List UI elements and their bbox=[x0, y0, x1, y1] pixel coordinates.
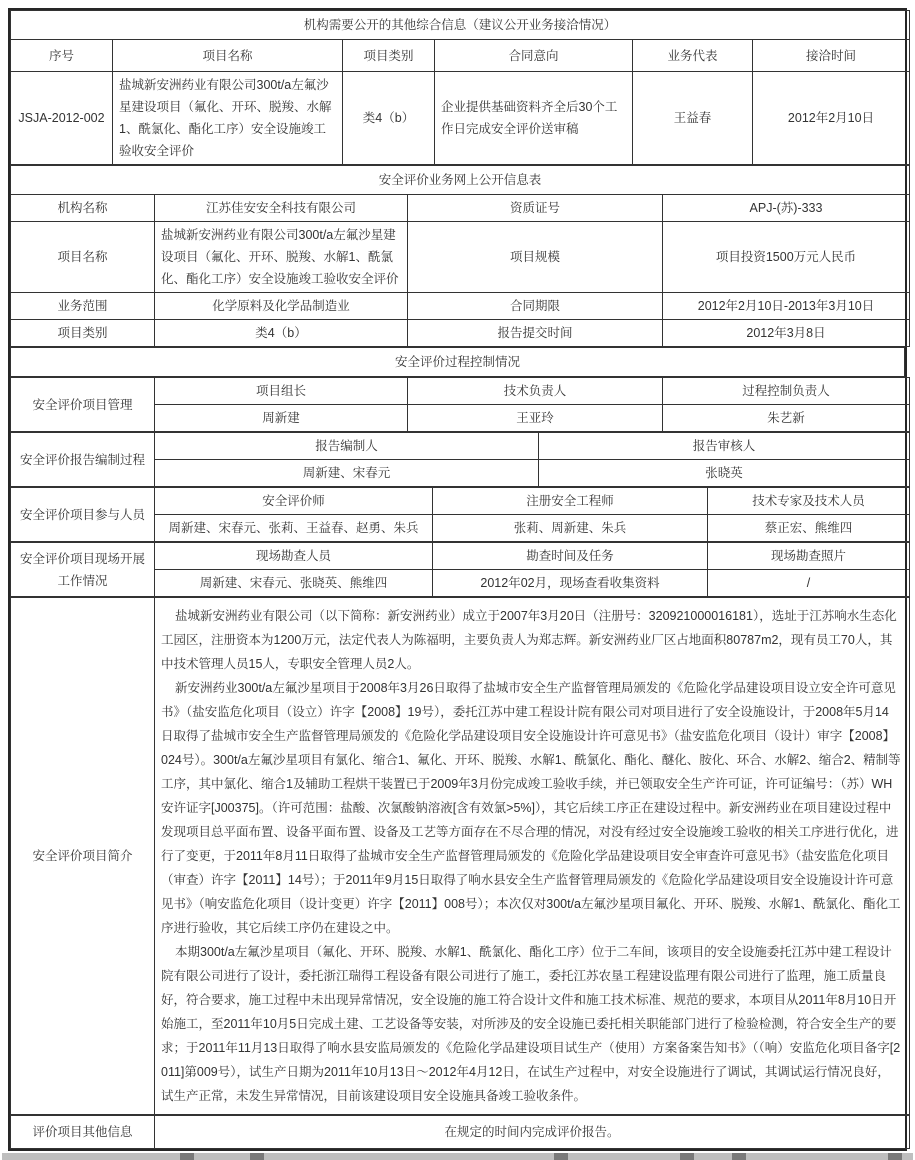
value-report-submit-time: 2012年3月8日 bbox=[663, 320, 910, 347]
table-row bbox=[11, 378, 910, 405]
value-report-reviewer: 张晓英 bbox=[539, 460, 910, 487]
table-row bbox=[11, 488, 910, 515]
cell-serial: JSJA-2012-002 bbox=[11, 72, 113, 165]
label-project-scale: 项目规模 bbox=[408, 222, 663, 293]
strip-tick bbox=[554, 1153, 568, 1160]
table-row bbox=[11, 293, 910, 320]
cell-contact-date: 2012年2月10日 bbox=[753, 72, 910, 165]
col-header-contact-date: 接洽时间 bbox=[753, 40, 910, 72]
value-safety-assessors: 周新建、宋春元、张莉、王益春、赵勇、朱兵 bbox=[155, 515, 433, 542]
table-row bbox=[11, 72, 910, 165]
value-report-writer: 周新建、宋春元 bbox=[155, 460, 539, 487]
label-project-management: 安全评价项目管理 bbox=[11, 378, 155, 432]
intro-paragraph-company: 盐城新安洲药业有限公司（以下简称：新安洲药业）成立于2007年3月20日（注册号：320921000016181），选址于江苏响水生态化工园区，注册资本为1200万元，法定代表人为陈福明，主要负责人为郑志辉。新安洲药业厂区占地面积80787m2，现有员工70人，其中技术管理人员15人，专职安全管理人员2人。 bbox=[161, 609, 897, 671]
col-header-project-name: 项目名称 bbox=[113, 40, 343, 72]
strip-tick bbox=[180, 1153, 194, 1160]
other-info-table bbox=[10, 1115, 910, 1149]
header-report-reviewer: 报告审核人 bbox=[539, 433, 910, 460]
value-site-survey-staff: 周新建、宋春元、张晓英、熊维四 bbox=[155, 570, 433, 597]
public-info-table bbox=[10, 165, 910, 347]
intro-paragraph-permits: 新安洲药业300t/a左氟沙星项目于2008年3月26日取得了盐城市安全生产监督管理局颁发的《危险化学品建设项目设立安全许可意见书》（盐安监危化项目（设立）许字【2008】19号），委托江苏中建工程设计院有限公司对项目进行了安全设施设计，于2008年5月14日取得了盐城市安全生产监督管理局颁发的《危险化学品建设项目安全设施设计许可意见书》（盐安监危化项目（设计）审字【2008】024号）。300t/a左氟沙星项目有氯化、缩合1、氟化、开环、脱羧、水解1、酰氯化、酯化、醚化、胺化、环合、水解2、缩合2、精制等工序，其中氯化、缩合1及辅助工程烘干装置已于2009年3月份完成竣工验收手续，并已领取安全生产许可证，许可证编号：（苏）WH安许证字[J00375]。（许可范围：盐酸、次氯酸钠溶液[含有效氯>5%]），其它后续工序正在建设过程中。新安洲药业在项目建设过程中发现项目总平面布置、设备平面布置、设备及工艺等方面存在不尽合理的情况，对没有经过安全设施竣工验收的相关工序进行优化，进行了变更，于2011年8月11日取得了盐城市安全生产监督管理局颁发的《危险化学品建设项目安全审查许可意见书》（盐安监危化项目（审查）许字【2011】14号）；于2011年9月15日取得了响水县安全生产监督管理局颁发的《危险化学品建设项目安全设施设计许可意见书》（响安监危化项目（设计变更）许字【2011】008号）；本次仅对300t/a左氟沙星项目氟化、开环、脱羧、水解1、酰氯化、酯化工序进行验收，其它后续工序仍在建设之中。 bbox=[161, 681, 901, 935]
project-intro-text bbox=[155, 598, 910, 1115]
table-row bbox=[11, 543, 910, 570]
project-management-table bbox=[10, 377, 910, 432]
value-project-leader: 周新建 bbox=[155, 405, 408, 432]
value-process-control-principal: 朱艺新 bbox=[663, 405, 910, 432]
intro-paragraph-construction: 本期300t/a左氟沙星项目（氟化、开环、脱羧、水解1、酰氯化、酯化工序）位于二车间，该项目的安全设施委托江苏中建工程设计院有限公司进行了设计，委托浙江瑞得工程设备有限公司进行了施工，委托江苏农垦工程建设监理有限公司进行了监理，施工质量良好，符合要求，施工过程中未出现异常情况，安全设施的施工符合设计文件和施工技术标准、规范的要求，本项目从2011年8月10日开始施工，至2011年10月5日完成土建、工艺设备等安装，对所涉及的安全设施已委托相关职能部门进行了检验检测，符合安全生产的要求；于2011年11月13日取得了响水县安监局颁发的《危险化学品建设项目试生产（使用）方案备案告知书》（（响）安监危化项目备字[2011]第009号），试生产日期为2011年10月13日～2012年4月12日，在试生产过程中，对安全设施进行了调试，其调试运行情况良好，试生产正常，未发生异常情况，目前该建设项目安全设施具备竣工验收条件。 bbox=[161, 945, 901, 1103]
report-compilation-table bbox=[10, 432, 910, 487]
table-row bbox=[11, 598, 910, 1115]
label-credential-no: 资质证号 bbox=[408, 195, 663, 222]
header-site-survey-staff: 现场勘查人员 bbox=[155, 543, 433, 570]
participants-table bbox=[10, 487, 910, 542]
table-row bbox=[11, 1116, 910, 1149]
strip-tick bbox=[250, 1153, 264, 1160]
table-row bbox=[11, 433, 910, 460]
process-section-title: 安全评价过程控制情况 bbox=[11, 348, 905, 377]
value-project-scale: 项目投资1500万元人民币 bbox=[663, 222, 910, 293]
value-other-info: 在规定的时间内完成评价报告。 bbox=[155, 1116, 910, 1149]
col-header-contract-intent: 合同意向 bbox=[435, 40, 633, 72]
bottom-edge-strip bbox=[2, 1153, 913, 1160]
label-project-intro: 安全评价项目简介 bbox=[11, 598, 155, 1115]
label-report-compilation: 安全评价报告编制过程 bbox=[11, 433, 155, 487]
col-header-business-rep: 业务代表 bbox=[633, 40, 753, 72]
cell-contract-intent: 企业提供基础资料齐全后30个工作日完成安全评价送审稿 bbox=[435, 72, 633, 165]
business-contact-table bbox=[10, 10, 910, 165]
header-process-control-principal: 过程控制负责人 bbox=[663, 378, 910, 405]
value-business-scope: 化学原料及化学品制造业 bbox=[155, 293, 408, 320]
label-business-scope: 业务范围 bbox=[11, 293, 155, 320]
value-contract-period: 2012年2月10日-2013年3月10日 bbox=[663, 293, 910, 320]
value-survey-time-task: 2012年02月，现场查看收集资料 bbox=[433, 570, 708, 597]
label-report-submit-time: 报告提交时间 bbox=[408, 320, 663, 347]
header-survey-time-task: 勘查时间及任务 bbox=[433, 543, 708, 570]
header-tech-principal: 技术负责人 bbox=[408, 378, 663, 405]
strip-tick bbox=[680, 1153, 694, 1160]
label-participants: 安全评价项目参与人员 bbox=[11, 488, 155, 542]
value-technical-experts: 蔡正宏、熊维四 bbox=[708, 515, 910, 542]
header-project-leader: 项目组长 bbox=[155, 378, 408, 405]
table-row bbox=[11, 320, 910, 347]
value-credential-no: APJ-(苏)-333 bbox=[663, 195, 910, 222]
value-registered-safety-engineers: 张莉、周新建、朱兵 bbox=[433, 515, 708, 542]
strip-tick bbox=[732, 1153, 746, 1160]
value-org-name: 江苏佳安安全科技有限公司 bbox=[155, 195, 408, 222]
value-tech-principal: 王亚玲 bbox=[408, 405, 663, 432]
site-work-table bbox=[10, 542, 910, 597]
value-project-type: 类4（b） bbox=[155, 320, 408, 347]
header-site-survey-photos: 现场勘查照片 bbox=[708, 543, 910, 570]
label-other-info: 评价项目其他信息 bbox=[11, 1116, 155, 1149]
value-project-name: 盐城新安洲药业有限公司300t/a左氟沙星建设项目（氟化、开环、脱羧、水解1、酰氯化、酯化工序）安全设施竣工验收安全评价 bbox=[155, 222, 408, 293]
public-info-table-title: 安全评价业务网上公开信息表 bbox=[11, 166, 910, 195]
header-registered-safety-engineers: 注册安全工程师 bbox=[433, 488, 708, 515]
cell-business-rep: 王益春 bbox=[633, 72, 753, 165]
col-header-project-type: 项目类别 bbox=[343, 40, 435, 72]
table-row bbox=[11, 195, 910, 222]
label-site-work: 安全评价项目现场开展工作情况 bbox=[11, 543, 155, 597]
project-intro-table bbox=[10, 597, 910, 1115]
value-site-survey-photos: / bbox=[708, 570, 910, 597]
strip-tick bbox=[888, 1153, 902, 1160]
header-report-writer: 报告编制人 bbox=[155, 433, 539, 460]
label-project-type: 项目类别 bbox=[11, 320, 155, 347]
label-project-name: 项目名称 bbox=[11, 222, 155, 293]
label-contract-period: 合同期限 bbox=[408, 293, 663, 320]
col-header-serial: 序号 bbox=[11, 40, 113, 72]
label-org-name: 机构名称 bbox=[11, 195, 155, 222]
table-row bbox=[11, 222, 910, 293]
cell-project-name: 盐城新安洲药业有限公司300t/a左氟沙星建设项目（氟化、开环、脱羧、水解1、酰氯化、酯化工序）安全设施竣工验收安全评价 bbox=[113, 72, 343, 165]
process-title-table bbox=[10, 347, 905, 377]
header-technical-experts: 技术专家及技术人员 bbox=[708, 488, 910, 515]
header-safety-assessors: 安全评价师 bbox=[155, 488, 433, 515]
disclosure-sheet bbox=[8, 8, 907, 1151]
cell-project-type: 类4（b） bbox=[343, 72, 435, 165]
business-table-title: 机构需要公开的其他综合信息（建议公开业务接洽情况） bbox=[11, 11, 910, 40]
